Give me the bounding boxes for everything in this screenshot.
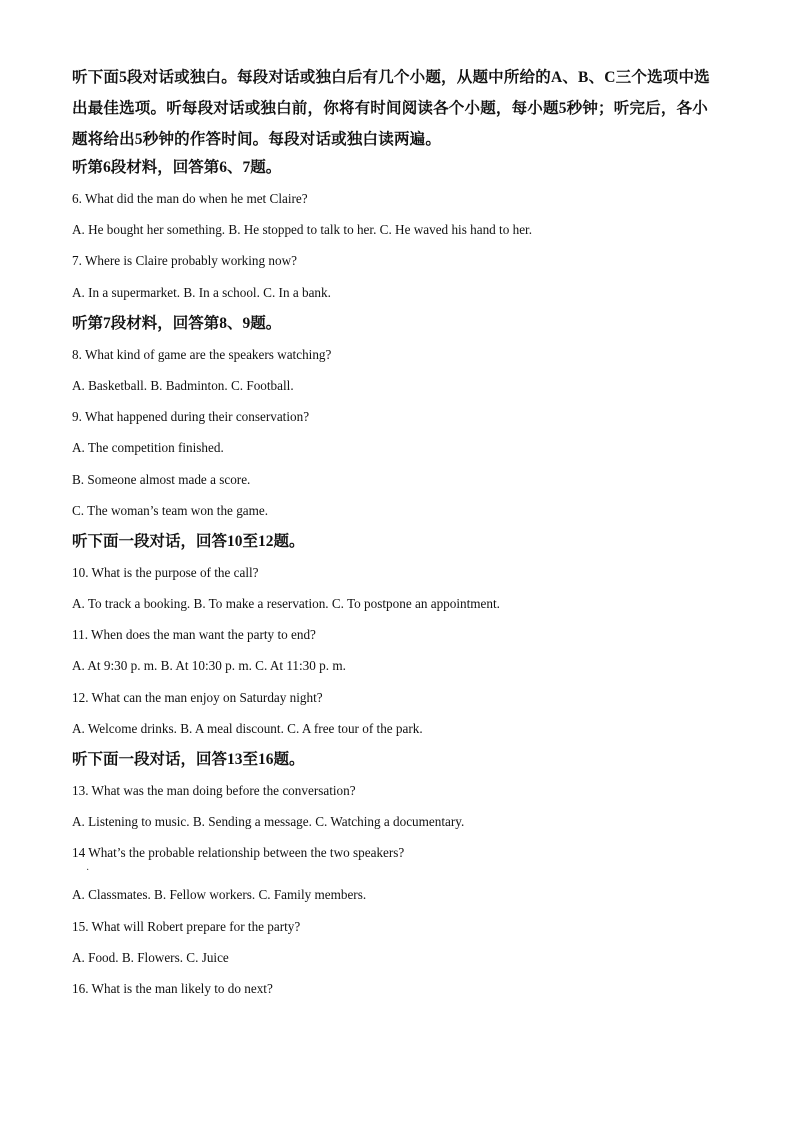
stray-dot-mark: ·: [86, 865, 90, 877]
option-9b: B. Someone almost made a score.: [72, 471, 251, 487]
question-16: 16. What is the man likely to do next?: [72, 980, 273, 996]
options-15: A. Food. B. Flowers. C. Juice: [72, 949, 229, 965]
section-heading-8-9: 听第7段材料，回答第8、9题。: [72, 314, 282, 332]
option-9c: C. The woman’s team won the game.: [72, 502, 269, 518]
question-14: 14 What’s the probable relationship between the two speakers?: [72, 845, 405, 861]
question-7: 7. Where is Claire probably working now?: [72, 253, 297, 269]
section-heading-13-16: 听下面一段对话，回答13至16题。: [72, 751, 305, 768]
options-6: A. He bought her something. B. He stopped to talk to her. C. He waved his hand to her.: [72, 222, 533, 238]
options-7: A. In a supermarket. B. In a school. C. In a bank.: [72, 284, 331, 300]
options-8: A. Basketball. B. Badminton. C. Football.: [72, 377, 294, 393]
options-13: A. Listening to music. B. Sending a message. C. Watching a documentary.: [72, 814, 465, 830]
question-10: 10. What is the purpose of the call?: [72, 564, 259, 580]
question-8: 8. What kind of game are the speakers watching?: [72, 346, 332, 362]
document-page: [72, 62, 722, 1009]
question-13: 13. What was the man doing before the conversation?: [72, 783, 356, 798]
question-6: 6. What did the man do when he met Claire?: [72, 191, 308, 206]
question-11: 11. When does the man want the party to end?: [72, 627, 316, 643]
question-15: 15. What will Robert prepare for the party?: [72, 918, 301, 934]
options-11: A. At 9:30 p. m. B. At 10:30 p. m. C. At 11:30 p. m.: [72, 658, 346, 674]
section-heading-10-12: 听下面一段对话，回答10至12题。: [72, 532, 305, 550]
option-9a: A. The competition finished.: [72, 440, 224, 456]
options-10: A. To track a booking. B. To make a reservation. C. To postpone an appointment.: [72, 596, 500, 612]
instruction-paragraph: 听下面5段对话或独白。每段对话或独白后有几个小题，从题中所给的A、B、C三个选项中选出最佳选项。听每段对话或独白前，你将有时间阅读各个小题，每小题5秒钟；听完后，各小题将给出5秒钟的作答时间。每段对话或独白读两遍。: [72, 69, 710, 148]
question-12: 12. What can the man enjoy on Saturday night?: [72, 689, 323, 705]
options-12: A. Welcome drinks. B. A meal discount. C. A free tour of the park.: [72, 720, 423, 736]
options-14: A. Classmates. B. Fellow workers. C. Family members.: [72, 887, 367, 903]
section-heading-6-7: 听第6段材料，回答第6、7题。: [72, 159, 282, 176]
question-9: 9. What happened during their conservation?: [72, 409, 310, 425]
